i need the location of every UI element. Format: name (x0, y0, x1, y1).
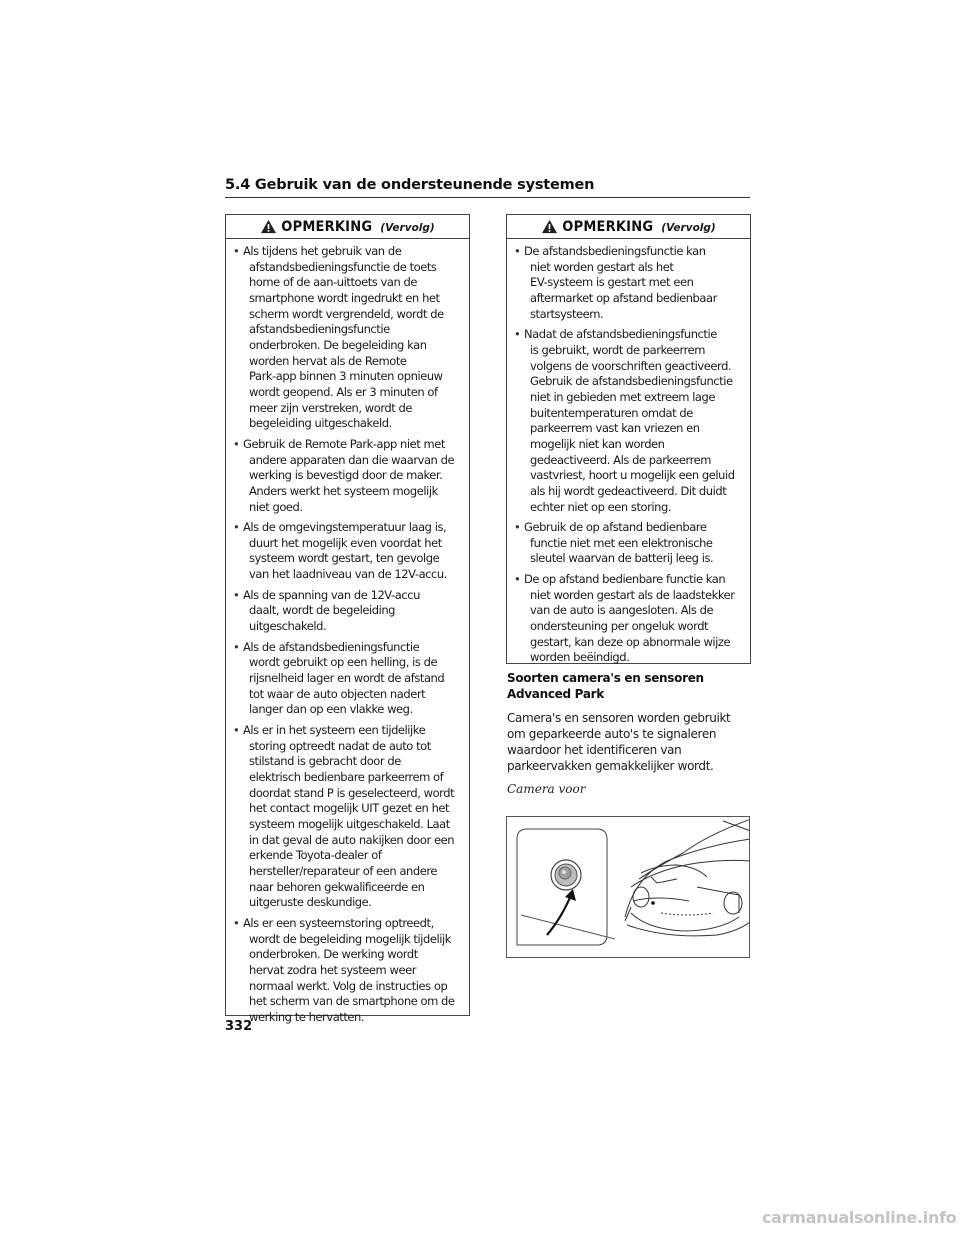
notice-item (514, 520, 746, 567)
notice-item-line: rijsnelheid lager en wordt de afstand (249, 671, 445, 686)
notice-item-line: • Als tijdens het gebruik van de (243, 244, 402, 258)
notice-item-line: • Gebruik de Remote Park-app niet met (243, 436, 445, 451)
notice-item-line: naar behoren gekwalificeerde en (249, 879, 425, 894)
notice-item-line: als hij wordt gedeactiveerd. Dit duidt (530, 483, 727, 498)
notice-item-line: erkende Toyota-dealer of (249, 848, 382, 863)
notice-item-line: langer dan op een vlakke weg. (249, 702, 413, 717)
notice-item-line: scherm wordt vergrendeld, wordt de (249, 306, 444, 321)
notice-item-line: buitentemperaturen omdat de (530, 405, 693, 420)
notice-item (233, 723, 465, 911)
notice-item-line: gestart, kan deze op abnormale wijze (530, 634, 731, 649)
notice-item-line: tot waar de auto objecten nadert (249, 686, 426, 701)
notice-item-line: • De afstandsbedieningsfunctie kan (524, 244, 706, 258)
notice-item-line: smartphone wordt ingedrukt en het (249, 290, 440, 305)
notice-item-line: niet worden gestart als de laadstekker (530, 587, 735, 602)
notice-item (514, 572, 746, 666)
notice-item-line: EV-systeem is gestart met een (530, 275, 694, 290)
notice-item-line: andere apparaten dan die waarvan de (249, 452, 455, 467)
notice-item (233, 244, 465, 432)
notice-item-line: • Als er een systeemstoring optreedt, (243, 915, 434, 930)
notice-item-line: systeem mogelijk uitgeschakeld. Laat (249, 816, 450, 831)
notice-title: OPMERKING (281, 218, 373, 235)
notice-item-line: stilstand is gebracht door de (249, 754, 401, 769)
notice-continued: (Vervolg) (380, 222, 435, 234)
notice-item-line: normaal werkt. Volg de instructies op (249, 978, 448, 993)
notice-title: OPMERKING (562, 218, 654, 235)
notice-item-line: parkeerrem vast kan vriezen en (530, 421, 700, 436)
notice-item-line: is gebruikt, wordt de parkeerrem (530, 342, 706, 357)
notice-item-line: duurt het mogelijk even voordat het (249, 535, 442, 550)
notice-item-line: aftermarket op afstand bedienbaar (530, 290, 717, 305)
notice-item (233, 916, 465, 1026)
notice-item-line: • Als de omgevingstemperatuur laag is, (243, 520, 447, 535)
notice-list-right (507, 239, 750, 666)
notice-item-line: niet goed. (249, 499, 303, 514)
notice-item-line: Park-app binnen 3 minuten opnieuw (249, 369, 443, 384)
notice-item-line: wordt gebruikt op een helling, is de (249, 655, 438, 670)
warning-triangle-icon (541, 219, 558, 234)
notice-item-line: systeem wordt gestart, ten gevolge (249, 551, 440, 566)
notice-item-line: volgens de voorschriften geactiveerd. (530, 358, 732, 373)
notice-item-line: home of de aan-uittoets van de (249, 275, 418, 290)
section-header: 5.4 Gebruik van de ondersteunende systemen (225, 177, 750, 198)
body-line: om geparkeerde auto's te signaleren (507, 727, 717, 741)
notice-item-line: daalt, wordt de begeleiding (249, 603, 396, 618)
notice-header (226, 215, 469, 239)
notice-item-line: vastvriest, hoort u mogelijk een geluid (530, 468, 735, 483)
notice-item-line: sleutel waarvan de batterij leeg is. (530, 551, 714, 566)
subheading-line: Advanced Park (507, 687, 604, 701)
figure-caption: Camera voor (507, 782, 586, 796)
notice-item-line: hervat zodra het systeem weer (249, 962, 416, 977)
notice-item-line: afstandsbedieningsfunctie (249, 322, 390, 337)
notice-item-line: afstandsbedieningsfunctie de toets (249, 259, 437, 274)
notice-item (233, 520, 465, 583)
notice-item-line: onderbroken. De begeleiding kan (249, 337, 427, 352)
notice-item-line: werking te hervatten. (249, 1009, 365, 1024)
notice-item-line: het scherm van de smartphone om de (249, 994, 455, 1009)
notice-item-line: hersteller/reparateur of een andere (249, 863, 438, 878)
notice-item-line: uitgeschakeld. (249, 619, 327, 634)
notice-item-line: onderbroken. De werking wordt (249, 947, 418, 962)
notice-item-line: worden beëindigd. (530, 650, 630, 665)
notice-item-line: • Als er in het systeem een tijdelijke (243, 723, 426, 738)
notice-item-line: • Als de afstandsbedieningsfunctie (243, 639, 420, 654)
body-line: parkeervakken gemakkelijker wordt. (507, 759, 714, 773)
notice-item-line: ondersteuning per ongeluk wordt (530, 619, 709, 634)
notice-item-line: meer zijn verstreken, wordt de (249, 400, 412, 415)
car-front-drawing (507, 817, 750, 958)
notice-item-line: wordt de begeleiding mogelijk tijdelijk (249, 931, 451, 946)
notice-box-right (506, 214, 751, 664)
notice-box-left (225, 214, 470, 1024)
notice-item (233, 588, 465, 635)
notice-item-line: • De op afstand bedienbare functie kan (524, 572, 726, 587)
notice-item-line: niet in gebieden met extreem lage (530, 389, 716, 404)
notice-item (514, 327, 746, 515)
notice-item-line: worden hervat als de Remote (249, 353, 407, 368)
notice-item-line: • Als de spanning van de 12V-accu (243, 587, 420, 602)
notice-item-line: • Nadat de afstandsbedieningsfunctie (524, 327, 717, 342)
page-number: 332 (225, 1019, 253, 1034)
notice-continued: (Vervolg) (661, 222, 716, 234)
notice-list-left (226, 239, 469, 1026)
notice-header (507, 215, 750, 239)
notice-item-line: in dat geval de auto nakijken door een (249, 832, 455, 847)
notice-item-line: van de auto is aangesloten. Als de (530, 603, 714, 618)
subheading (507, 670, 757, 702)
watermark: carmanualsonline.info (762, 1208, 957, 1227)
notice-item-line: elektrisch bedienbare parkeerrem of (249, 770, 444, 784)
body-paragraph (507, 710, 757, 774)
notice-item-line: echter niet op een storing. (530, 499, 672, 514)
notice-item-line: Anders werkt het systeem mogelijk (249, 483, 438, 498)
notice-item (514, 244, 746, 322)
body-line: waardoor het identificeren van (507, 743, 682, 757)
notice-item-line: storing optreedt nadat de auto tot (249, 738, 431, 753)
notice-item-line: startsysteem. (530, 306, 604, 321)
notice-item (233, 640, 465, 718)
notice-item-line: wordt geopend. Als er 3 minuten of (249, 384, 438, 399)
notice-item-line: gedeactiveerd. Als de parkeerrem (530, 452, 712, 467)
notice-item-line: Gebruik de afstandsbedieningsfunctie (530, 374, 733, 389)
notice-item-line: • Gebruik de op afstand bedienbare (524, 520, 707, 535)
notice-item-line: niet worden gestart als het (530, 259, 674, 274)
notice-item-line: doordat stand P is geselecteerd, wordt (249, 785, 455, 800)
notice-item-line: begeleiding uitgeschakeld. (249, 416, 392, 431)
body-line: Camera's en sensoren worden gebruikt (507, 711, 731, 725)
notice-item-line: mogelijk niet kan worden (530, 436, 665, 451)
notice-item-line: functie niet met een elektronische (530, 535, 713, 550)
front-camera-illustration (506, 816, 750, 958)
subheading-line: Soorten camera's en sensoren (507, 671, 704, 685)
notice-item-line: werking is bevestigd door de maker. (249, 468, 443, 483)
warning-triangle-icon (260, 219, 277, 234)
notice-item-line: uitgeruste deskundige. (249, 895, 372, 910)
notice-item-line: van het laadniveau van de 12V-accu. (249, 567, 447, 582)
notice-item-line: het contact mogelijk UIT gezet en het (249, 801, 450, 816)
notice-item (233, 437, 465, 515)
